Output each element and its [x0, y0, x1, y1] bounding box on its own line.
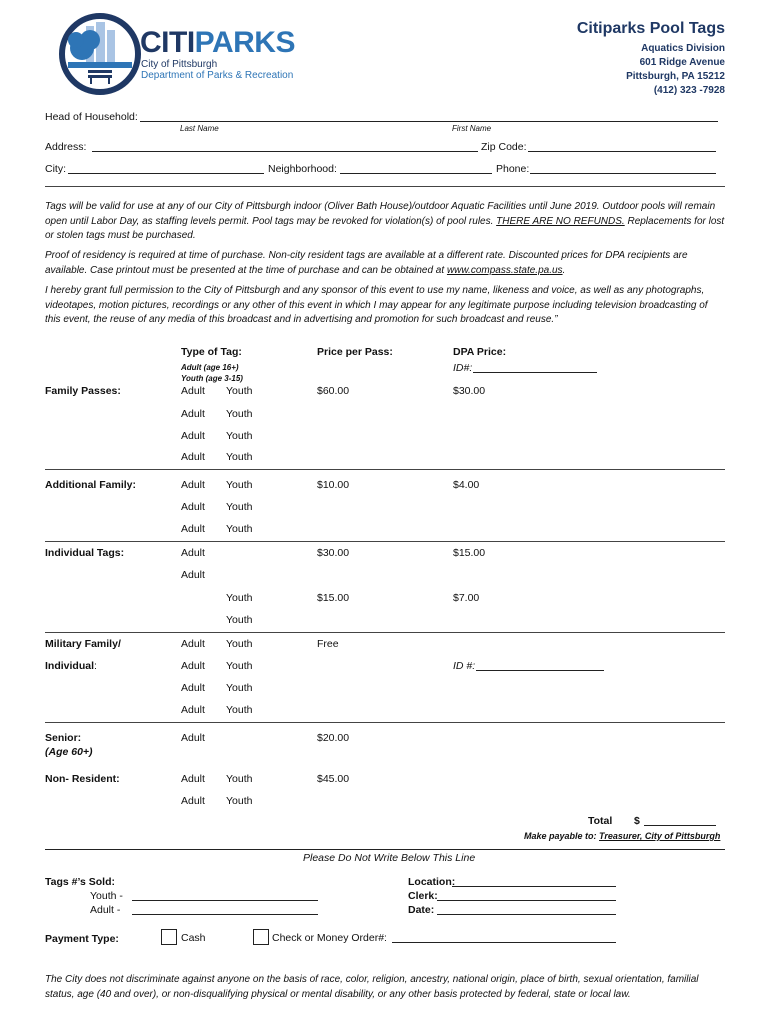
- neighborhood-label: Neighborhood:: [268, 163, 337, 175]
- family-youth-option[interactable]: Youth: [226, 408, 253, 420]
- address-field[interactable]: [92, 151, 478, 152]
- residency-paragraph: [45, 249, 725, 278]
- logo-brand-parks: PARKS: [194, 26, 295, 59]
- validity-text: Tags will be valid for use at any of our City of Pittsburgh indoor (Oliver Bath House)/outdoor Aquatic Facilities until June 2019. Outdoor pools will remain open until Labor Day, as staffing levels permit. Pool tags may be revoked for violation(s) of pool rules.: [45, 201, 716, 227]
- individual-youth-dpa-price: $7.00: [453, 592, 480, 604]
- address-line: Aquatics Division: [641, 43, 725, 54]
- cash-checkbox[interactable]: [161, 929, 177, 945]
- division-address: [626, 42, 725, 98]
- residency-text: Proof of residency is required at time of purchase. Non-city resident tags are available at a different rate. Discounted prices for DPA recipients are available. Case printout must be presented at the time of purchase and can be obtained at: [45, 250, 688, 276]
- location-field[interactable]: [452, 886, 616, 887]
- city-label: City:: [45, 163, 66, 175]
- logo-emblem-icon: [58, 12, 142, 96]
- military-id-label: ID #:: [453, 660, 476, 672]
- additional-youth-option[interactable]: Youth: [226, 523, 253, 535]
- senior-price: $20.00: [317, 732, 350, 744]
- row-divider: [45, 722, 725, 723]
- military-adult-option[interactable]: Adult: [181, 660, 205, 672]
- family-price: $60.00: [317, 385, 350, 397]
- individual-youth-option[interactable]: Youth: [226, 614, 253, 626]
- office-use-divider: [45, 849, 725, 850]
- row-divider: [45, 541, 725, 542]
- family-adult-option[interactable]: Adult: [181, 408, 205, 420]
- citiparks-logo: [58, 12, 298, 96]
- check-number-field[interactable]: [392, 942, 616, 943]
- clerk-label: Clerk:: [408, 890, 438, 902]
- tags-sold-adult-label: Adult -: [90, 904, 121, 916]
- additional-family-label: Additional Family:: [45, 479, 137, 491]
- first-name-caption: First Name: [452, 124, 492, 133]
- payable-to: Treasurer, City of Pittsburgh: [599, 831, 721, 841]
- row-divider: [45, 469, 725, 470]
- address-label: Address:: [45, 141, 87, 153]
- zip-code-field[interactable]: [528, 151, 716, 152]
- phone-label: Phone:: [496, 163, 530, 175]
- military-youth-option[interactable]: Youth: [226, 660, 253, 672]
- additional-dpa-price: $4.00: [453, 479, 480, 491]
- tags-sold-youth-label: Youth -: [90, 890, 123, 902]
- family-youth-option[interactable]: Youth: [226, 451, 253, 463]
- total-field[interactable]: [644, 825, 716, 826]
- page-title: Citiparks Pool Tags: [576, 20, 725, 37]
- military-adult-option[interactable]: Adult: [181, 638, 205, 650]
- senior-age-note: (Age 60+): [45, 746, 93, 758]
- military-id-field[interactable]: [476, 670, 604, 671]
- individual-adult-option[interactable]: Adult: [181, 547, 205, 559]
- non-resident-adult-option[interactable]: Adult: [181, 795, 205, 807]
- logo-brand-citi: CITI: [140, 26, 195, 59]
- additional-youth-option[interactable]: Youth: [226, 479, 253, 491]
- non-resident-youth-option[interactable]: Youth: [226, 773, 253, 785]
- date-field[interactable]: [437, 914, 616, 915]
- family-dpa-price: $30.00: [453, 385, 486, 397]
- military-youth-option[interactable]: Youth: [226, 682, 253, 694]
- military-adult-option[interactable]: Adult: [181, 704, 205, 716]
- replacement-text: Replacements for lost or stolen tags must be purchased.: [45, 215, 725, 241]
- tags-sold-adult-field[interactable]: [132, 914, 318, 915]
- logo-subtitle-city: City of Pittsburgh: [141, 59, 218, 70]
- media-release-paragraph: I hereby grant full permission to the City of Pittsburgh and any sponsor of this event to use my name, likeness and voice, as well as any photographs, videotapes, motion pictures, recordings or any other of this event in which I may appear for any legitimate purpose including television broadcasting of this event, the reuse of any media of this broadcast and in advertising and promotion for such broadcast and reuse.”: [45, 285, 708, 325]
- family-adult-option[interactable]: Adult: [181, 430, 205, 442]
- family-adult-option[interactable]: Adult: [181, 385, 205, 397]
- military-adult-option[interactable]: Adult: [181, 682, 205, 694]
- check-checkbox[interactable]: [253, 929, 269, 945]
- individual-youth-option[interactable]: Youth: [226, 592, 253, 604]
- payment-type-label: Payment Type:: [45, 933, 119, 945]
- family-youth-option[interactable]: Youth: [226, 430, 253, 442]
- type-of-tag-header: Type of Tag:: [181, 346, 242, 358]
- payable-label: Make payable to:: [524, 831, 600, 841]
- military-youth-option[interactable]: Youth: [226, 638, 253, 650]
- family-passes-label: Family Passes:: [45, 385, 121, 397]
- address-line: (412) 323 -7928: [653, 85, 725, 96]
- non-resident-youth-option[interactable]: Youth: [226, 795, 253, 807]
- row-divider: [45, 632, 725, 633]
- nondiscrimination-statement: The City does not discriminate against anyone on the basis of race, color, religion, ancestry, national origin, place of birth, sexual orientation, familial status, age (40 and over), or non-disqualifying physical or mental disability, or any other basis protected by federal, state or local law.: [45, 974, 699, 1000]
- compass-link[interactable]: www.compass.state.pa.us: [446, 264, 563, 276]
- military-price: Free: [317, 638, 339, 650]
- dpa-id-label: ID#:: [453, 362, 473, 374]
- family-adult-option[interactable]: Adult: [181, 451, 205, 463]
- last-name-caption: Last Name: [180, 124, 219, 133]
- clerk-field[interactable]: [437, 900, 616, 901]
- date-label: Date:: [408, 904, 435, 916]
- individual-adult-option[interactable]: Adult: [181, 569, 205, 581]
- dpa-id-field[interactable]: [473, 372, 597, 373]
- military-label-2: [45, 660, 97, 672]
- cash-label: Cash: [181, 932, 206, 944]
- non-resident-adult-option[interactable]: Adult: [181, 773, 205, 785]
- military-label: Military Family/: [45, 638, 121, 650]
- individual-youth-price: $15.00: [317, 592, 350, 604]
- tags-sold-label: Tags #’s Sold:: [45, 876, 116, 888]
- payable-note: [524, 831, 720, 841]
- military-youth-option[interactable]: Youth: [226, 704, 253, 716]
- head-of-household-field[interactable]: [140, 121, 718, 122]
- total-dollar-sign: $: [634, 815, 640, 827]
- non-resident-price: $45.00: [317, 773, 350, 785]
- adult-age-note: Adult (age 16+): [181, 363, 239, 372]
- individual-adult-dpa-price: $15.00: [453, 547, 486, 559]
- non-resident-label: Non- Resident:: [45, 773, 120, 785]
- additional-youth-option[interactable]: Youth: [226, 501, 253, 513]
- additional-adult-option[interactable]: Adult: [181, 501, 205, 513]
- dpa-price-header: DPA Price:: [453, 346, 507, 358]
- youth-age-note: Youth (age 3-15): [181, 374, 243, 383]
- logo-subtitle-dept: Department of Parks & Recreation: [141, 70, 294, 81]
- military-individual-text: Individual: [45, 660, 95, 672]
- senior-adult-option[interactable]: Adult: [181, 732, 205, 744]
- military-colon: :: [94, 660, 97, 672]
- no-refunds-notice: THERE ARE NO REFUNDS.: [496, 215, 625, 227]
- location-label: Location:: [408, 876, 456, 888]
- additional-adult-option[interactable]: Adult: [181, 523, 205, 535]
- contact-divider: [45, 186, 725, 187]
- neighborhood-field[interactable]: [340, 173, 492, 174]
- office-use-notice: Please Do Not Write Below This Line: [303, 852, 476, 864]
- individual-tags-label: Individual Tags:: [45, 547, 125, 559]
- total-label: Total: [588, 815, 613, 827]
- city-field[interactable]: [68, 173, 264, 174]
- address-line: 601 Ridge Avenue: [639, 57, 725, 68]
- validity-paragraph: [45, 200, 725, 244]
- zip-code-label: Zip Code:: [481, 141, 527, 153]
- head-of-household-label: Head of Household:: [45, 111, 138, 123]
- check-money-order-label: Check or Money Order#:: [272, 932, 387, 944]
- residency-period: .: [562, 264, 566, 276]
- family-youth-option[interactable]: Youth: [226, 385, 253, 397]
- additional-adult-option[interactable]: Adult: [181, 479, 205, 491]
- price-per-pass-header: Price per Pass:: [317, 346, 393, 358]
- individual-adult-price: $30.00: [317, 547, 350, 559]
- phone-field[interactable]: [530, 173, 716, 174]
- tags-sold-youth-field[interactable]: [132, 900, 318, 901]
- senior-label: Senior:: [45, 732, 82, 744]
- address-line: Pittsburgh, PA 15212: [626, 71, 725, 82]
- additional-price: $10.00: [317, 479, 350, 491]
